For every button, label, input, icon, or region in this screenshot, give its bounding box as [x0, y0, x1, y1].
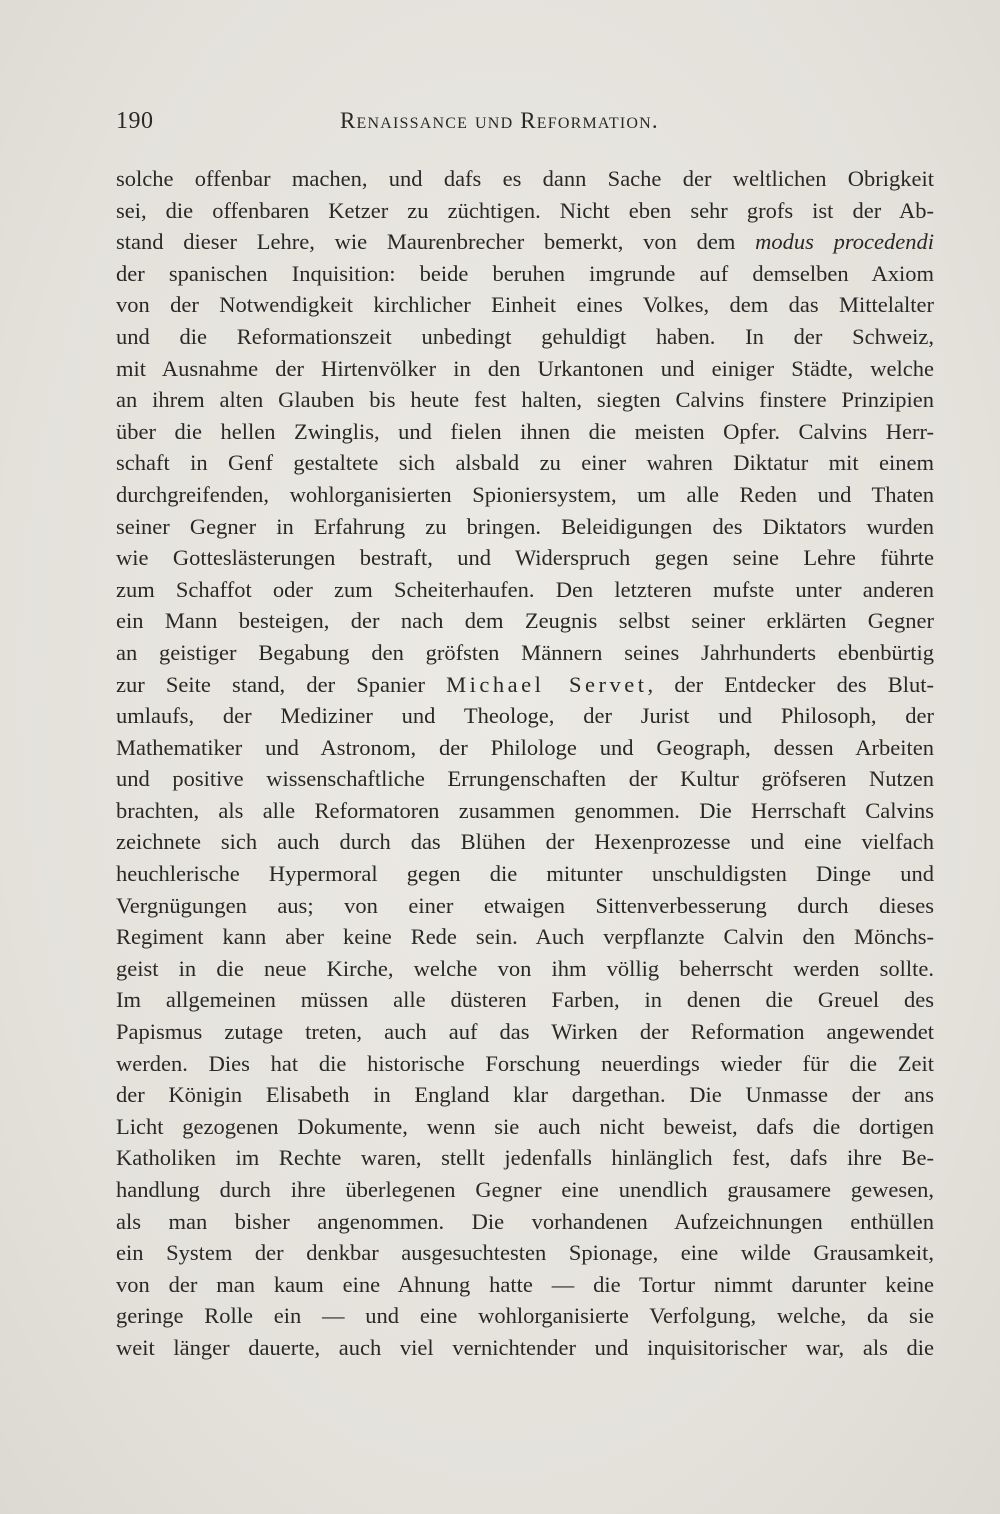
text-line-34: als man bisher angenommen. Die vorhandenen Aufzeichnungen enthüllen — [116, 1208, 934, 1234]
text-line-26: geist in die neue Kirche, welche von ihm völlig beherrscht werden sollte. — [116, 955, 934, 981]
text-line-35: ein System der denkbar ausgesuchtesten Spionage, eine wilde Grausamkeit, — [116, 1240, 934, 1266]
text-line-17-start: zur Seite stand, der Spanier — [116, 671, 447, 697]
spaced-name: Michael Servet — [446, 671, 648, 697]
text-line-29: werden. Dies hat die historische Forschung neuerdings wieder für die Zeit — [116, 1050, 934, 1076]
text-line-33: handlung durch ihre überlegenen Gegner eine unendlich grausamere gewesen, — [116, 1177, 934, 1202]
page-header — [116, 108, 934, 142]
text-line-7: mit Ausnahme der Hirtenvölker in den Urkantonen und einiger Städte, welche — [116, 355, 934, 381]
text-line-17 — [116, 669, 934, 701]
text-line-12: seiner Gegner in Erfahrung zu bringen. Beleidigungen des Diktators wurden — [116, 513, 934, 539]
text-line-16: an geistiger Begabung den gröfsten Männern seines Jahrhunderts ebenbürtig — [116, 639, 934, 665]
text-line-24: Vergnügungen aus; von einer etwaigen Sittenverbesserung durch dieses — [116, 892, 934, 918]
text-line-2: sei, die offenbaren Ketzer zu züchtigen. Nicht eben sehr grofs ist der Ab- — [116, 197, 934, 223]
text-line-37: geringe Rolle ein — und eine wohlorganisierte Verfolgung, welche, da sie — [116, 1303, 934, 1329]
text-line-10: schaft in Genf gestaltete sich alsbald zu einer wahren Diktatur mit einem — [116, 450, 934, 476]
text-line-19: Mathematiker und Astronom, der Philologe und Geograph, dessen Arbeiten — [116, 734, 934, 760]
text-line-38: weit länger dauerte, auch viel vernichtender und inquisitorischer war, als die — [116, 1334, 934, 1360]
text-line-9: über die hellen Zwinglis, und fielen ihnen die meisten Opfer. Calvins Herr- — [116, 418, 934, 444]
italic-phrase: modus procedendi — [755, 229, 934, 255]
text-line-32: Katholiken im Rechte waren, stellt jedenfalls hinlänglich fest, dafs ihre Be- — [116, 1145, 934, 1171]
text-line-3 — [116, 226, 934, 258]
text-line-8: an ihrem alten Glauben bis heute fest halten, siegten Calvins finstere Prinzipien — [116, 387, 934, 413]
text-line-1: solche offenbar machen, und dafs es dann Sache der weltlichen Obrigkeit — [116, 166, 934, 191]
text-line-5: von der Notwendigkeit kirchlicher Einheit eines Volkes, dem das Mittelalter — [116, 292, 934, 318]
running-title: Renaissance und Reformation. — [340, 108, 659, 133]
text-line-27: Im allgemeinen müssen alle düsteren Farben, in denen die Greuel des — [116, 987, 934, 1013]
text-line-3-start: stand dieser Lehre, wie Maurenbrecher bemerkt, von dem — [116, 229, 756, 255]
text-line-6: und die Reformationszeit unbedingt gehuldigt haben. In der Schweiz, — [116, 323, 934, 349]
text-line-18: umlaufs, der Mediziner und Theologe, der Jurist und Philosoph, der — [116, 703, 934, 729]
text-line-17-end: , der Entdecker des Blut- — [647, 671, 935, 697]
text-line-14: zum Schaffot oder zum Scheiterhaufen. Den letzteren mufste unter anderen — [116, 576, 934, 602]
text-line-13: wie Gotteslästerungen bestraft, und Widerspruch gegen seine Lehre führte — [116, 545, 934, 571]
text-line-31: Licht gezogenen Dokumente, wenn sie auch nicht beweist, dafs die dortigen — [116, 1113, 934, 1139]
text-line-28: Papismus zutage treten, auch auf das Wirken der Reformation angewendet — [116, 1019, 934, 1045]
page-number: 190 — [116, 108, 154, 134]
text-line-20: und positive wissenschaftliche Errungenschaften der Kultur gröfseren Nutzen — [116, 766, 934, 792]
text-line-22: zeichnete sich auch durch das Blühen der Hexenprozesse und eine vielfach — [116, 829, 934, 855]
body-text — [116, 163, 934, 1364]
text-line-4: der spanischen Inquisition: beide beruhen imgrunde auf demselben Axiom — [116, 260, 934, 286]
text-line-25: Regiment kann aber keine Rede sein. Auch verpflanzte Calvin den Mönchs- — [116, 924, 934, 950]
text-line-30: der Königin Elisabeth in England klar dargethan. Die Unmasse der ans — [116, 1082, 934, 1108]
text-line-11: durchgreifenden, wohlorganisierten Spioniersystem, um alle Reden und Thaten — [116, 481, 934, 507]
text-line-15: ein Mann besteigen, der nach dem Zeugnis selbst seiner erklärten Gegner — [116, 608, 934, 634]
text-line-36: von der man kaum eine Ahnung hatte — die Tortur nimmt darunter keine — [116, 1271, 934, 1297]
text-line-21: brachten, als alle Reformatoren zusammen genommen. Die Herrschaft Calvins — [116, 797, 934, 823]
text-line-23: heuchlerische Hypermoral gegen die mitunter unschuldigsten Dinge und — [116, 861, 934, 887]
